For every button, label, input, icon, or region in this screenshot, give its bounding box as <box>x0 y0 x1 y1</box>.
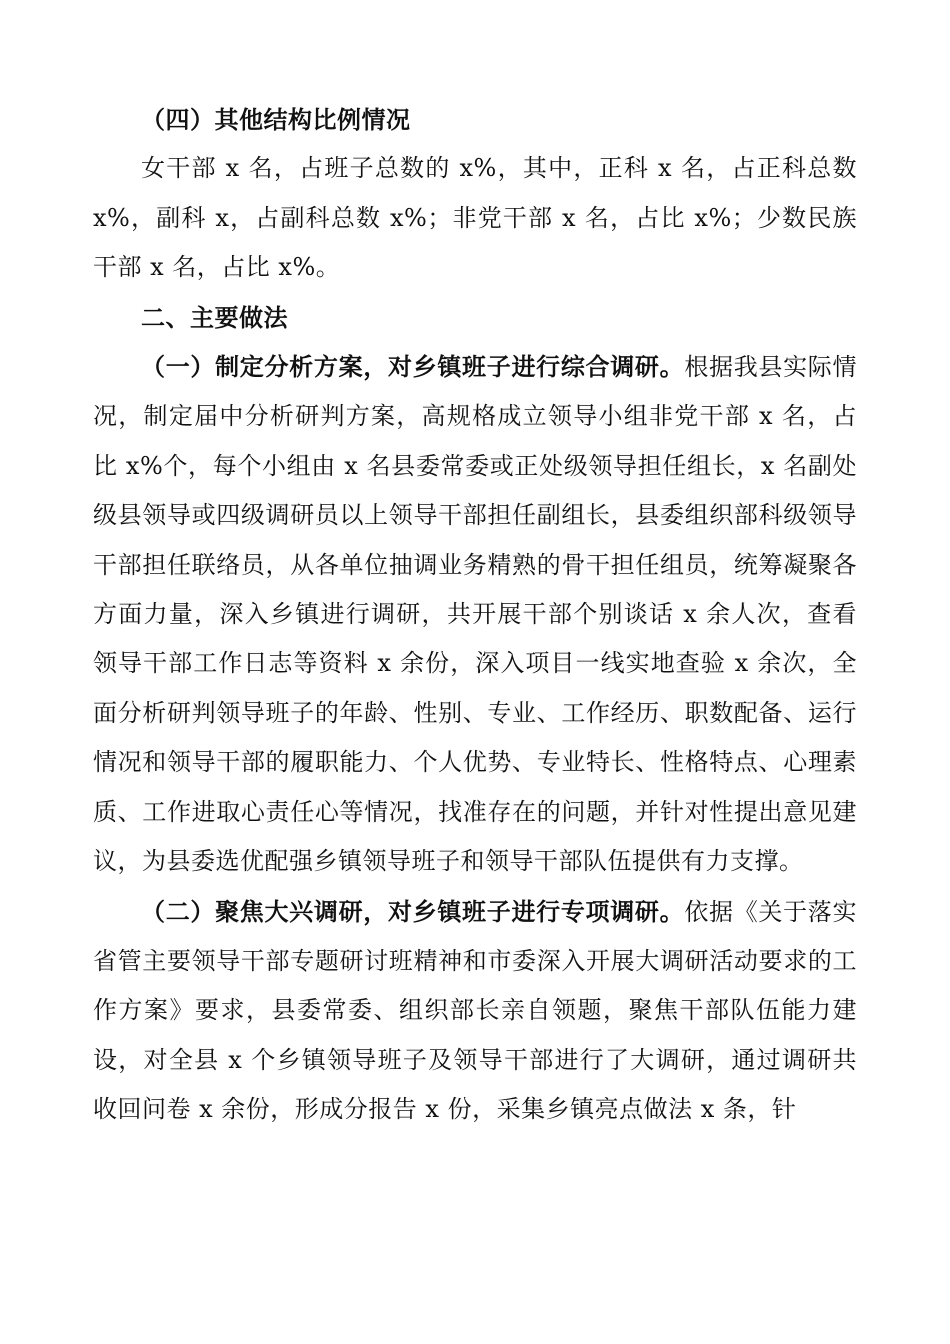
item-two-lead: （二）聚焦大兴调研，对乡镇班子进行专项调研。 <box>141 896 685 926</box>
item-one-paragraph <box>93 342 857 886</box>
part-two-heading: 二、主要做法 <box>141 302 288 332</box>
item-two-body: 依据《关于落实省管主要领导干部专题研讨班精神和市委深入开展大调研活动要求的工作方案》要求，县委常委、组织部长亲自领题，聚焦干部队伍能力建设，对全县 x 个乡镇领导班子及领导干部进行了大调研，通过调研共收回问卷 x 余份，形成分报告 x 份，采集乡镇亮点做法 x 条，针 <box>93 897 858 1124</box>
item-one-body: 根据我县实际情况，制定届中分析研判方案，高规格成立领导小组非党干部 x 名，占比 x%个，每个小组由 x 名县委常委或正处级领导担任组长，x 名副处级县领导或四级调研员以上领导干部担任副组长，县委组织部科级领导干部担任联络员，从各单位抽调业务精熟的骨干担任组员，统筹凝聚各方面力量，深入乡镇进行调研，共开展干部个别谈话 x 余人次，查看领导干部工作日志等资料 x 余份，深入项目一线实地查验 x 余次，全面分析研判领导班子的年龄、性别、专业、工作经历、职数配备、运行情况和领导干部的履职能力、个人优势、专业特长、性格特点、心理素质、工作进取心责任心等情况，找准存在的问题，并针对性提出意见建议，为县委选优配强乡镇领导班子和领导干部队伍提供有力支撑。 <box>93 353 858 876</box>
section-four-heading: （四）其他结构比例情况 <box>141 105 411 134</box>
item-one-lead: （一）制定分析方案，对乡镇班子进行综合调研。 <box>141 352 685 382</box>
item-two-paragraph <box>93 887 857 1135</box>
document-body <box>93 95 857 1135</box>
section-four-paragraph: 女干部 x 名，占班子总数的 x%，其中，正科 x 名，占正科总数 x%，副科 x，占副科总数 x%；非党干部 x 名，占比 x%；少数民族干部 x 名，占比 x%。 <box>93 154 857 282</box>
